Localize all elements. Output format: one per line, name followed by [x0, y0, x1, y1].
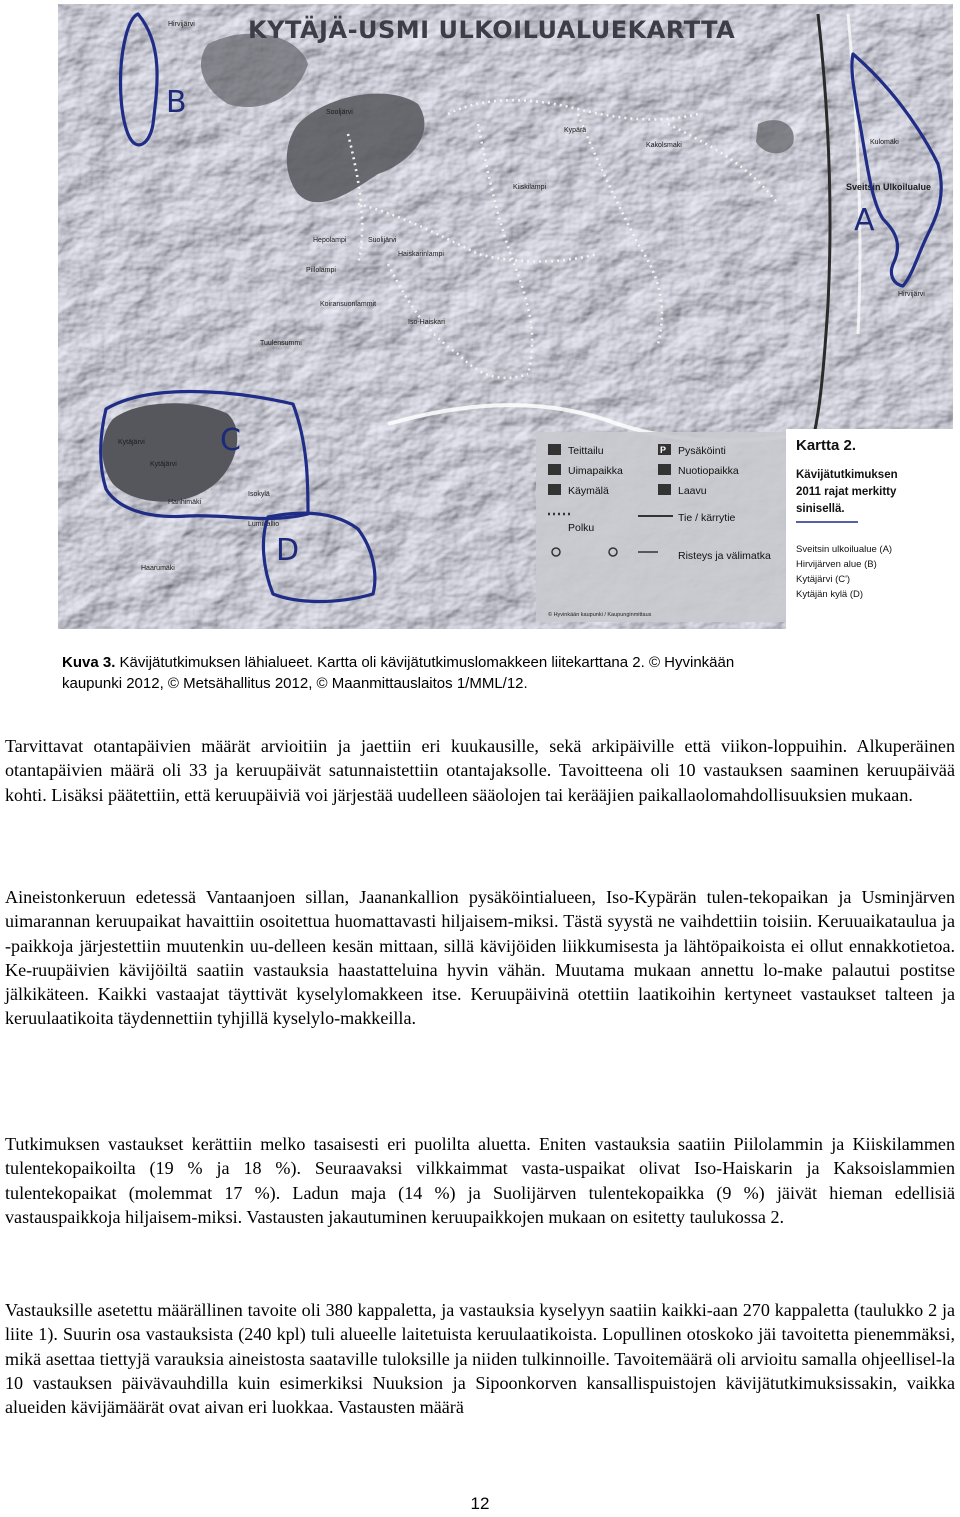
svg-text:Hanhimäki: Hanhimäki — [168, 499, 202, 506]
svg-text:Laavu: Laavu — [678, 485, 707, 497]
paragraph-2: Aineistonkeruun edetessä Vantaanjoen sillan, Jaanankallion pysäköintialueen, Iso-Kypärän tulen-tekopaikan ja Usminjärven uimarannan keruupaikat havaittiin osoitettua huomattavasti hiljaisem-miksi. Tästä syystä ne vaihdettiin toisiin. Keruuaikataulua ja -paikkoja järjestettiin muutenkin uu-delleen kesän mittaan, sillä kävijöiden liikkumisesta ja lähtöpaikoista ei ollut ennakkotietoa. Ke-ruupäivien kävijöiltä saatiin vastauksia haastatteluina hyvin vähän. Muutama mukaan annettu lo-make palautui postitse jälkikäteen. Kaikki vastaajat täyttivät kyselylomakkeen itse. Keruupäivinä otettiin laatikoihin kertyneet vastaukset talteen ja keruulaatikoita täydennettiin tyhjillä kyselylo-makkeilla. — [5, 887, 955, 1029]
caption-label: Kuva 3. — [62, 654, 116, 671]
svg-text:Hirvijärven alue (B): Hirvijärven alue (B) — [796, 559, 877, 570]
svg-text:Sveitsin Ulkoilualue: Sveitsin Ulkoilualue — [846, 182, 932, 192]
svg-text:Iso-Haiskari: Iso-Haiskari — [408, 319, 445, 326]
map-legend — [536, 432, 791, 622]
svg-text:sinisellä.: sinisellä. — [796, 503, 845, 515]
svg-text:Kytäjän kylä (D): Kytäjän kylä (D) — [796, 589, 864, 600]
region-letter-c: C — [220, 423, 241, 458]
svg-text:Kulomäki: Kulomäki — [870, 139, 899, 146]
svg-text:Tuulensummi: Tuulensummi — [260, 340, 302, 347]
svg-text:2011 rajat merkitty: 2011 rajat merkitty — [796, 486, 897, 498]
svg-text:Kytäjärvi: Kytäjärvi — [118, 439, 145, 446]
svg-text:Nuotiopaikka: Nuotiopaikka — [678, 465, 739, 477]
region-letter-b: B — [166, 85, 187, 120]
paragraph-4: Vastauksille asetettu määrällinen tavoite oli 380 kappaletta, ja vastauksia kyselyyn saatiin kaikki-aan 270 kappaletta (taulukko 2 ja liite 1). Suurin osa vastauksista (240 kpl) tuli alueelle laitetuista keruulaatikoista. Lopullinen otoskoko jäi tavoitetta pienemmäksi, mikä asettaa tiettyjä varauksia aineistosta saataville tuloksille ja niiden tulkinnoille. Tavoitemäärä oli arvioitu samalla ohjeellisel-la 10 vastauksen päivävauhdilla kuin esimerkiksi Nuuksion ja Sipoonkorven kansallispuistojen kävijätutkimuksissakin, vaikka alueiden kävijämäärät ovat aivan eri luokkaa. Vastausten määrä — [5, 1300, 955, 1418]
svg-text:Käymälä: Käymälä — [568, 485, 609, 497]
tent-icon — [548, 444, 561, 455]
svg-text:Tie / kärrytie: Tie / kärrytie — [678, 512, 736, 524]
figure-caption — [62, 652, 922, 694]
wc-icon — [548, 484, 561, 495]
lake-east — [756, 120, 794, 153]
paragraph-1: Tarvittavat otantapäivien määrät arvioitiin ja jaettiin eri kuukausille, sekä arkipäiville että viikon-loppuihin. Alkuperäinen otantapäivien määrä oli 33 ja keruupäivät satunnaistettiin otantajaksolle. Tavoitteena oli 10 vastauksen saaminen keruupäivää kohti. Lisäksi päätettiin, että keruupäiviä voi järjestää uudelleen sääolojen tai kerääjien paikallaolomahdollisuuksien mukaan. — [5, 736, 955, 805]
fire-icon — [658, 464, 671, 475]
svg-text:Teittailu: Teittailu — [568, 445, 604, 457]
svg-text:Hepolampi: Hepolampi — [313, 237, 347, 244]
svg-text:Hirvijärvi: Hirvijärvi — [898, 291, 925, 298]
map-title: KYTÄJÄ-USMI ULKOILUALUEKARTTA — [248, 16, 736, 44]
svg-text:Lumikallio: Lumikallio — [248, 521, 280, 528]
svg-text:Pysäköinti: Pysäköinti — [678, 445, 726, 457]
shelter-icon — [658, 484, 671, 495]
region-letter-a: A — [854, 203, 875, 238]
swim-icon — [548, 464, 561, 475]
svg-text:Kävijätutkimuksen: Kävijätutkimuksen — [796, 469, 898, 481]
trail-map — [58, 4, 953, 629]
svg-text:Polku: Polku — [568, 522, 595, 534]
svg-text:Sooljärvi: Sooljärvi — [326, 109, 353, 116]
region-letter-d: D — [276, 533, 300, 568]
svg-text:Uimapaikka: Uimapaikka — [568, 465, 623, 477]
caption-line-1: Kävijätutkimuksen lähialueet. Kartta oli kävijätutkimuslomakkeen liitekarttana 2. © Hyvinkään — [119, 654, 735, 671]
svg-text:Kytäjärvi: Kytäjärvi — [150, 461, 177, 468]
paragraph-3: Tutkimuksen vastaukset kerättiin melko tasaisesti eri puolilta aluetta. Eniten vastauksia saatiin Piilolammin ja Kiiskilammen tulentekopaikoilta (19 % ja 18 %). Seuraavaksi vilkkaimmat vasta-uspaikat olivat Iso-Haiskarin ja Kaksoislammien tulentekopaikat (molemmat 17 %). Ladun maja (14 %) ja Suolijärven tulentekopaikka (9 %) jäivät hieman edellisiä vastauspaikkoja hiljaisem-miksi. Vastausten jakautuminen keruupaikkojen mukaan on esitetty taulukossa 2. — [5, 1134, 955, 1227]
svg-text:Suolijärvi: Suolijärvi — [368, 237, 397, 244]
caption-line-2: kaupunki 2012, © Metsähallitus 2012, © Maanmittauslaitos 1/MML/12. — [62, 675, 528, 692]
svg-text:Isokylä: Isokylä — [248, 491, 270, 498]
map-inset — [786, 429, 953, 629]
svg-text:Haiskarinlampi: Haiskarinlampi — [398, 251, 444, 258]
svg-text:Kakolsmaki: Kakolsmaki — [646, 142, 682, 149]
svg-text:P: P — [660, 445, 667, 455]
svg-text:Hirvijärvi: Hirvijärvi — [168, 21, 195, 28]
svg-text:Kytäjärvi (C'): Kytäjärvi (C') — [796, 574, 851, 585]
svg-text:Kypärä: Kypärä — [564, 127, 587, 134]
svg-text:Koiransuonlammit: Koiransuonlammit — [320, 301, 377, 308]
svg-text:Piilolampi: Piilolampi — [306, 267, 336, 274]
inset-title: Kartta 2. — [796, 437, 857, 454]
svg-text:Kiiskilampi: Kiiskilampi — [513, 184, 547, 191]
svg-text:Sveitsin ulkoilualue (A): Sveitsin ulkoilualue (A) — [796, 544, 893, 555]
trail-map-figure — [58, 4, 953, 629]
page-number: 12 — [470, 1494, 490, 1513]
svg-text:Risteys ja välimatka: Risteys ja välimatka — [678, 550, 771, 562]
map-credit: © Hyvinkään kaupunki / Kaupunginmittaus — [548, 612, 652, 618]
svg-text:Haarumäki: Haarumäki — [141, 565, 175, 572]
